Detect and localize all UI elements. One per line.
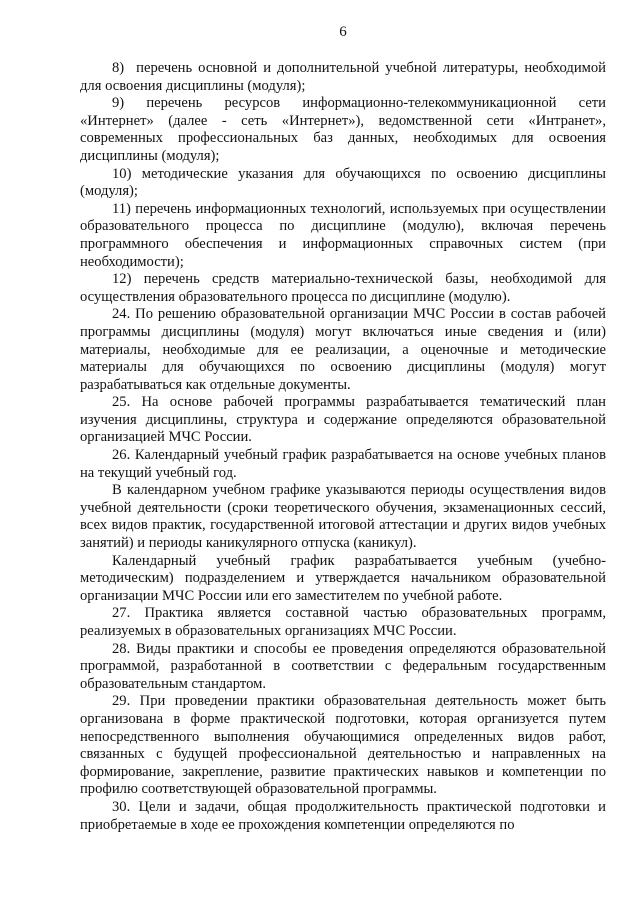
clause-28: 28. Виды практики и способы ее проведения определяются образовательной программой, разработанной в соответствии с федеральным государственным образовательным стандартом. bbox=[80, 640, 606, 692]
list-item-10: 10) методические указания для обучающихся по освоению дисциплины (модуля); bbox=[80, 165, 606, 200]
list-item-9: 9) перечень ресурсов информационно-телекоммуникационной сети «Интернет» (далее - сеть «Интернет»), ведомственной сети «Интранет», современных профессиональных баз данных, необходимых для освоения дисциплины (модуля); bbox=[80, 95, 606, 164]
clause-26-schedule-periods: В календарном учебном графике указываются периоды осуществления видов учебной деятельности (сроки теоретического обучения, экзаменационных сессий, всех видов практик, государственной итоговой аттестации и других видов учебных занятий) и периоды каникулярного отпуска (каникул). bbox=[80, 482, 606, 552]
clause-25: 25. На основе рабочей программы разрабатывается тематический план изучения дисциплины, структура и содержание определяются образовательной организацией МЧС России. bbox=[80, 394, 606, 446]
clause-27: 27. Практика является составной частью образовательных программ, реализуемых в образовательных организациях МЧС России. bbox=[80, 605, 606, 639]
clause-30: 30. Цели и задачи, общая продолжительность практической подготовки и приобретаемые в ходе ее прохождения компетенции определяются по bbox=[80, 798, 606, 833]
list-item-11: 11) перечень информационных технологий, используемых при осуществлении образовательного процесса по дисциплине (модулю), включая перечень программного обеспечения и информационных справочных систем (при необходимости); bbox=[80, 200, 606, 270]
document-body bbox=[80, 60, 606, 834]
clause-24: 24. По решению образовательной организации МЧС России в состав рабочей программы дисциплины (модуля) могут включаться иные сведения и (или) материалы, необходимые для ее реализации, а оценочные и методические материалы для обучающихся по освоению дисциплины (модуля) могут разрабатываться как отдельные документы. bbox=[80, 306, 606, 393]
list-item-12: 12) перечень средств материально-технической базы, необходимой для осуществления образовательного процесса по дисциплине (модулю). bbox=[80, 271, 606, 305]
clause-29: 29. При проведении практики образовательная деятельность может быть организована в форме практической подготовки, которая организуется путем непосредственного выполнения обучающимися определенных видов работ, связанных с будущей профессиональной деятельностью и направленных на формирование, закрепление, развитие практических навыков и компетенции по профилю соответствующей образовательной программы. bbox=[80, 693, 606, 798]
clause-26-schedule-approval: Календарный учебный график разрабатывается учебным (учебно-методическим) подразделением и утверждается начальником образовательной организации МЧС России или его заместителем по учебной работе. bbox=[80, 552, 606, 604]
clause-26: 26. Календарный учебный график разрабатывается на основе учебных планов на текущий учебный год. bbox=[80, 447, 606, 481]
page-number: 6 bbox=[339, 24, 347, 40]
list-item-8: 8) перечень основной и дополнительной учебной литературы, необходимой для освоения дисциплины (модуля); bbox=[80, 60, 606, 94]
